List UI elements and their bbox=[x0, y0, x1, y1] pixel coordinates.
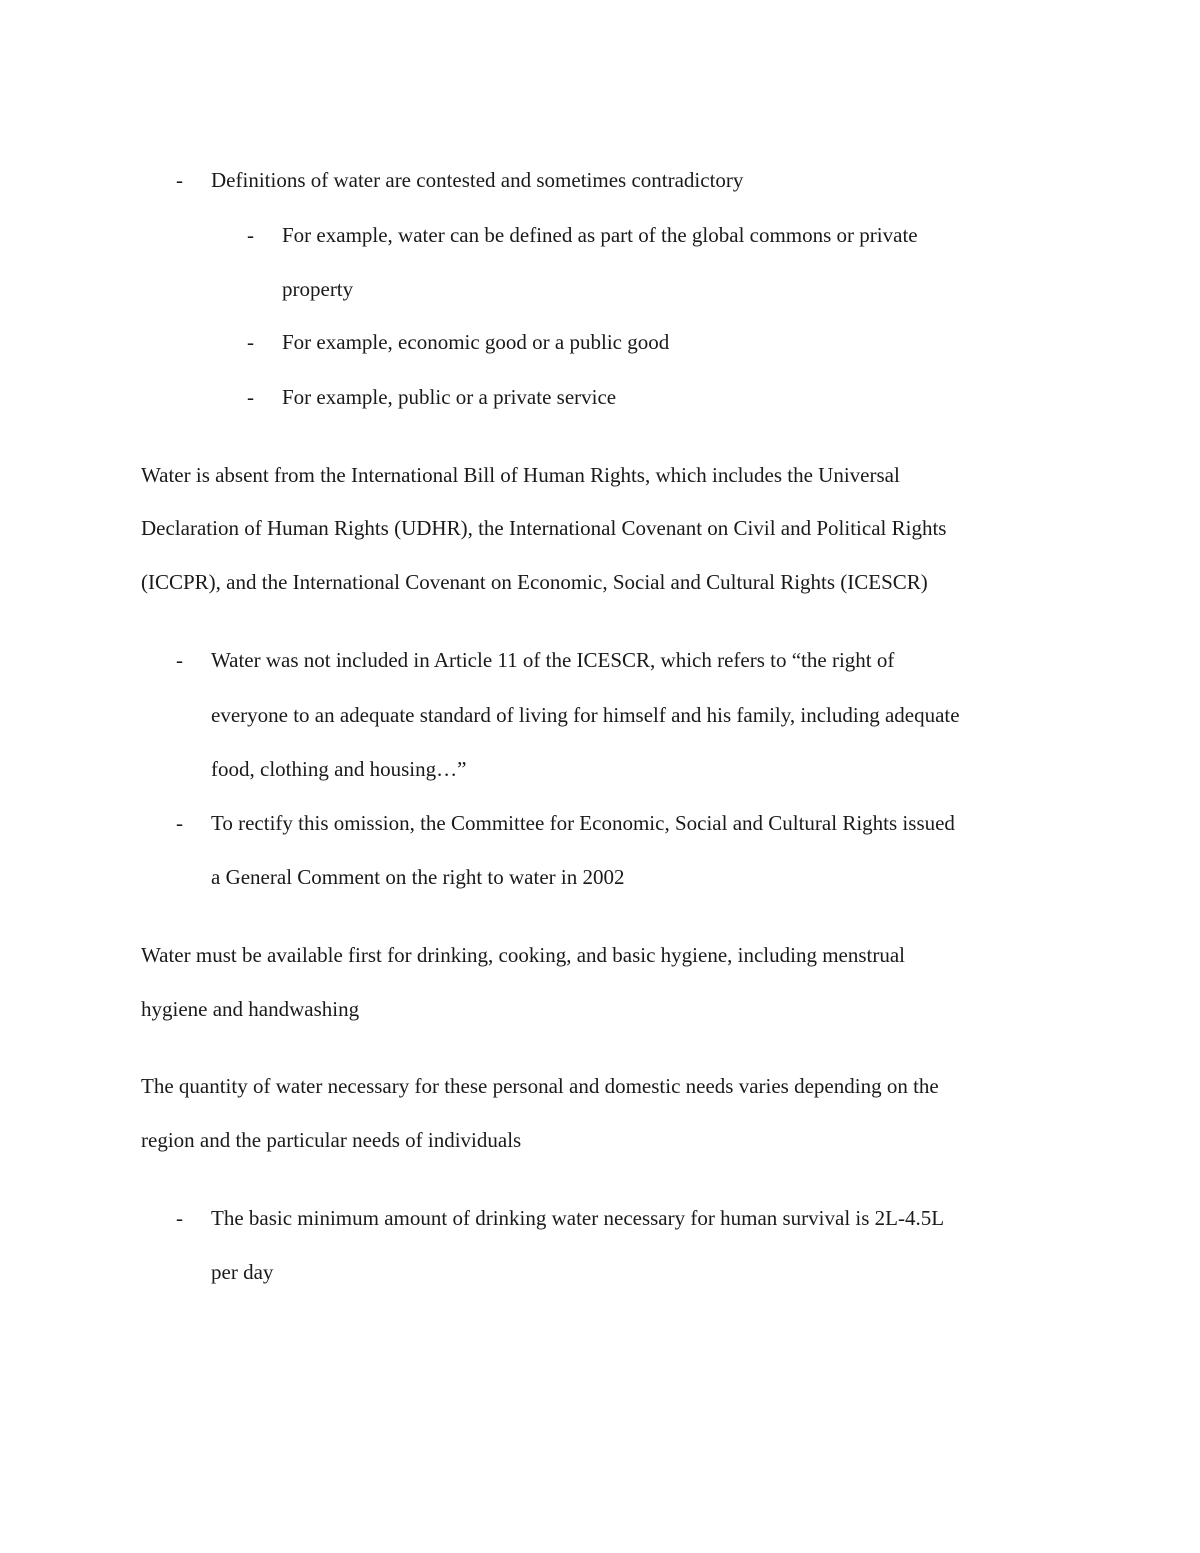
bullet-item-general-comment: To rectify this omission, the Committee for Economic, Social and Cultural Rights issued bbox=[211, 811, 955, 835]
sub-bullet-economic-good: For example, economic good or a public good bbox=[282, 330, 670, 354]
bullet-marker: - bbox=[247, 223, 254, 247]
bullet-item-minimum-water: The basic minimum amount of drinking water necessary for human survival is 2L-4.5L bbox=[211, 1206, 945, 1230]
paragraph-bill-of-rights-line: (ICCPR), and the International Covenant on Economic, Social and Cultural Rights (ICESCR) bbox=[141, 570, 928, 594]
bullet-item-article-11-cont: everyone to an adequate standard of living for himself and his family, including adequate bbox=[211, 703, 960, 727]
bullet-marker: - bbox=[247, 385, 254, 409]
paragraph-quantity-line: The quantity of water necessary for these personal and domestic needs varies depending on the bbox=[141, 1074, 939, 1098]
bullet-marker: - bbox=[176, 811, 183, 835]
bullet-item-minimum-water-cont: per day bbox=[211, 1260, 274, 1284]
bullet-marker: - bbox=[176, 648, 183, 672]
bullet-item-general-comment-cont: a General Comment on the right to water in 2002 bbox=[211, 865, 625, 889]
paragraph-bill-of-rights-line: Declaration of Human Rights (UDHR), the International Covenant on Civil and Political Rights bbox=[141, 516, 947, 540]
bullet-item-article-11: Water was not included in Article 11 of the ICESCR, which refers to “the right of bbox=[211, 648, 895, 672]
paragraph-quantity-line: region and the particular needs of individuals bbox=[141, 1128, 522, 1152]
paragraph-availability-line: hygiene and handwashing bbox=[141, 997, 360, 1021]
bullet-marker: - bbox=[247, 330, 254, 354]
bullet-marker: - bbox=[176, 1206, 183, 1230]
paragraph-availability-line: Water must be available first for drinking, cooking, and basic hygiene, including menstrual bbox=[141, 943, 906, 967]
bullet-item-definitions: Definitions of water are contested and sometimes contradictory bbox=[211, 168, 744, 192]
bullet-item-article-11-cont: food, clothing and housing…” bbox=[211, 757, 467, 781]
bullet-marker: - bbox=[176, 168, 183, 192]
sub-bullet-global-commons-cont: property bbox=[282, 277, 354, 301]
paragraph-bill-of-rights-line: Water is absent from the International Bill of Human Rights, which includes the Universal bbox=[141, 463, 900, 487]
sub-bullet-public-service: For example, public or a private service bbox=[282, 385, 617, 409]
sub-bullet-global-commons: For example, water can be defined as part of the global commons or private bbox=[282, 223, 918, 247]
